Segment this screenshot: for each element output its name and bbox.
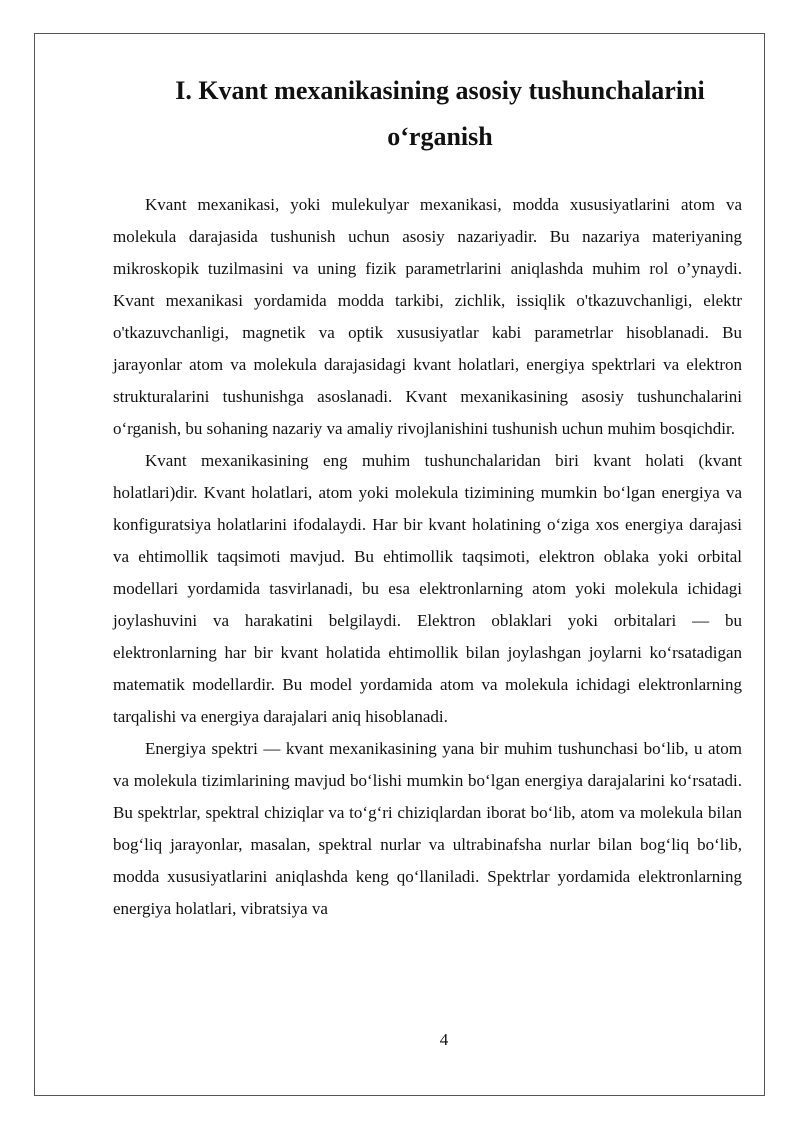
page-number: 4: [439, 1030, 449, 1049]
paragraph-intro: Kvant mexanikasi, yoki mulekulyar mexanikasi, modda xususiyatlarini atom va molekula darajasida tushunish uchun asosiy nazariyadir. Bu nazariya materiyaning mikroskopik tuzilmasini va uning fizik parametrlarini aniqlashda muhim rol o’ynaydi. Kvant mexanikasi yordamida modda tarkibi, zichlik, issiqlik o'tkazuvchanligi, elektr o'tkazuvchanligi, magnetik va optik xususiyatlar kabi parametrlar hisoblanadi. Bu jarayonlar atom va molekula darajasidagi kvant holatlari, energiya spektrlari va elektron strukturalarini tushunishga asoslanadi. Kvant mexanikasining asosiy tushunchalarini o‘rganish, bu sohaning nazariy va amaliy rivojlanishini tushunish uchun muhim bosqichdir.: [113, 195, 742, 438]
paragraph-energy-spectrum: Energiya spektri — kvant mexanikasining yana bir muhim tushunchasi bo‘lib, u atom va molekula tizimlarining mavjud bo‘lishi mumkin bo‘lgan energiya darajalarini ko‘rsatadi. Bu spektrlar, spektral chiziqlar va to‘g‘ri chiziqlardan iborat bo‘lib, atom va molekula bilan bog‘liq jarayonlar, masalan, spektral nurlar va ultrabinafsha nurlar bilan bog‘liq bo‘lib, modda xususiyatlarini aniqlashda keng qo‘llaniladi. Spektrlar yordamida elektronlarning energiya holatlari, vibratsiya va: [113, 739, 742, 918]
section-heading-line-1: I. Kvant mexanikasining asosiy tushunchalarini: [175, 76, 705, 105]
body-text: [113, 189, 742, 925]
paragraph-quantum-states: Kvant mexanikasining eng muhim tushunchalaridan biri kvant holati (kvant holatlari)dir. Kvant holatlari, atom yoki molekula tizimining mumkin bo‘lgan energiya va konfiguratsiya holatlarini ifodalaydi. Har bir kvant holatining o‘ziga xos energiya darajasi va ehtimollik taqsimoti mavjud. Bu ehtimollik taqsimoti, elektron oblaka yoki orbital modellari yordamida tasvirlanadi, bu esa elektronlarning atom yoki molekula ichidagi joylashuvini va harakatini belgilaydi. Elektron oblaklari yoki orbitalari — bu elektronlarning har bir kvant holatida ehtimollik bilan joylashgan joylarni ko‘rsatadigan matematik modellardir. Bu model yordamida atom va molekula ichidagi elektronlarning tarqalishi va energiya darajalari aniq hisoblanadi.: [113, 451, 742, 726]
section-heading-line-2: o‘rganish: [387, 122, 493, 151]
section-heading: [140, 68, 740, 160]
